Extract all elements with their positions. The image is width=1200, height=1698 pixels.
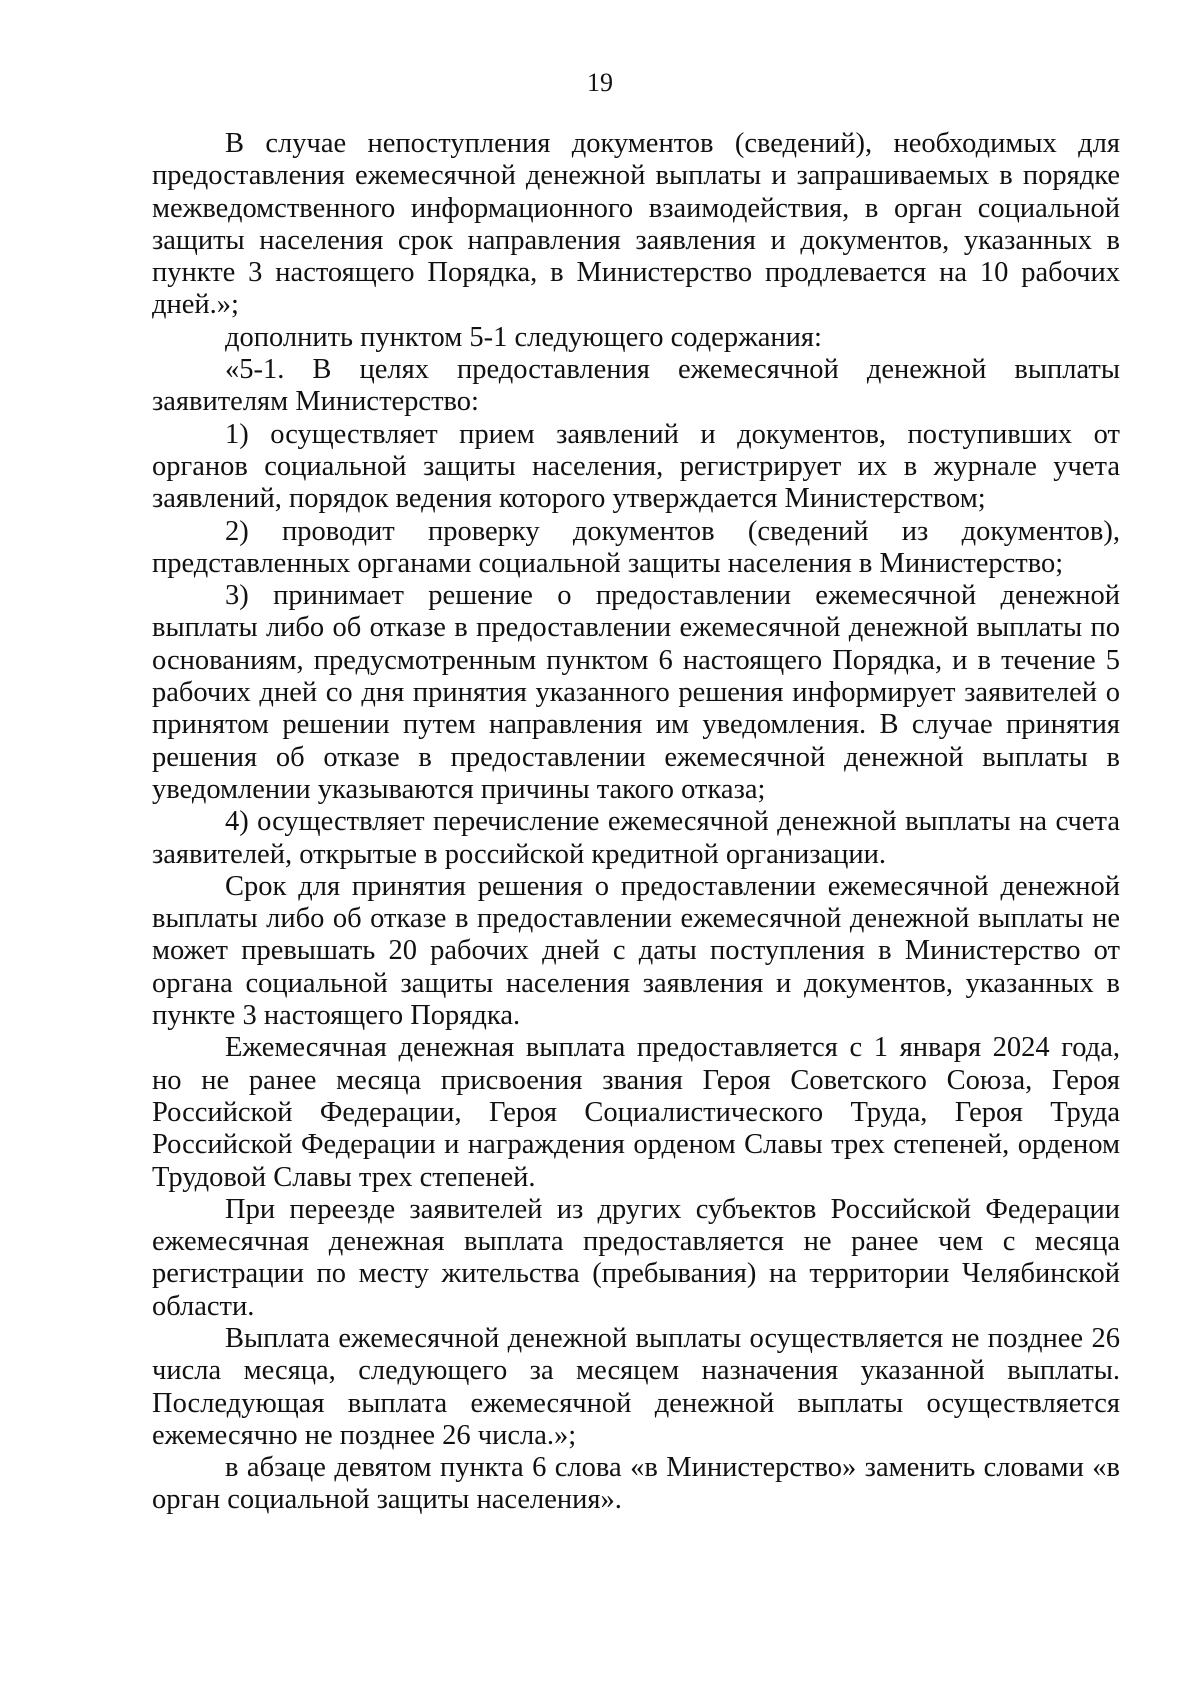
paragraph-item-1: 1) осуществляет прием заявлений и документов, поступивших от органов социальной защиты населения, регистрирует их в журнале учета заявлений, порядок ведения которого утверждается Министерством;	[152, 418, 1120, 515]
page-number: 19	[587, 68, 613, 97]
paragraph-item-4: 4) осуществляет перечисление ежемесячной денежной выплаты на счета заявителей, открытые в российской кредитной организации.	[152, 806, 1120, 870]
paragraph-add-clause: дополнить пунктом 5-1 следующего содержания:	[225, 321, 822, 353]
paragraph-extension-term: В случае непоступления документов (сведений), необходимых для предоставления ежемесячной денежной выплаты и запрашиваемых в порядке межведомственного информационного взаимодействия, в орган социальной защиты населения срок направления заявления и документов, указанных в пункте 3 настоящего Порядка, в Министерство продлевается на 10 рабочих дней.»;	[152, 128, 1120, 321]
paragraph-clause-5-1-intro: «5-1. В целях предоставления ежемесячной денежной выплаты заявителям Министерство:	[152, 354, 1120, 418]
paragraph-clause-6-amendment: в абзаце девятом пункта 6 слова «в Министерство» заменить словами «в орган социальной защиты населения».	[152, 1452, 1120, 1516]
paragraph-item-3: 3) принимает решение о предоставлении ежемесячной денежной выплаты либо об отказе в предоставлении ежемесячной денежной выплаты по основаниям, предусмотренным пунктом 6 настоящего Порядка, и в течение 5 рабочих дней со дня принятия указанного решения информирует заявителей о принятом решении путем направления им уведомления. В случае принятия решения об отказе в предоставлении ежемесячной денежной выплаты в уведомлении указываются причины такого отказа;	[152, 580, 1120, 805]
paragraph-payment-deadline: Выплата ежемесячной денежной выплаты осуществляется не позднее 26 числа месяца, следующего за месяцем назначения указанной выплаты. Последующая выплата ежемесячной денежной выплаты осуществляется ежемесячно не позднее 26 числа.»;	[152, 1322, 1120, 1451]
paragraph-relocation: При переезде заявителей из других субъектов Российской Федерации ежемесячная денежная выплата предоставляется не ранее чем с месяца регистрации по месту жительства (пребывания) на территории Челябинской области.	[152, 1193, 1120, 1322]
paragraph-decision-term: Срок для принятия решения о предоставлении ежемесячной денежной выплаты либо об отказе в предоставлении ежемесячной денежной выплаты не может превышать 20 рабочих дней с даты поступления в Министерство от органа социальной защиты населения заявления и документов, указанных в пункте 3 настоящего Порядка.	[152, 870, 1120, 1032]
paragraph-item-2: 2) проводит проверку документов (сведений из документов), представленных органами социальной защиты населения в Министерство;	[152, 515, 1120, 579]
paragraph-payment-start: Ежемесячная денежная выплата предоставляется с 1 января 2024 года, но не ранее месяца присвоения звания Героя Советского Союза, Героя Российской Федерации, Героя Социалистического Труда, Героя Труда Российской Федерации и награждения орденом Славы трех степеней, орденом Трудовой Славы трех степеней.	[152, 1032, 1120, 1193]
document-body	[152, 128, 1120, 1517]
